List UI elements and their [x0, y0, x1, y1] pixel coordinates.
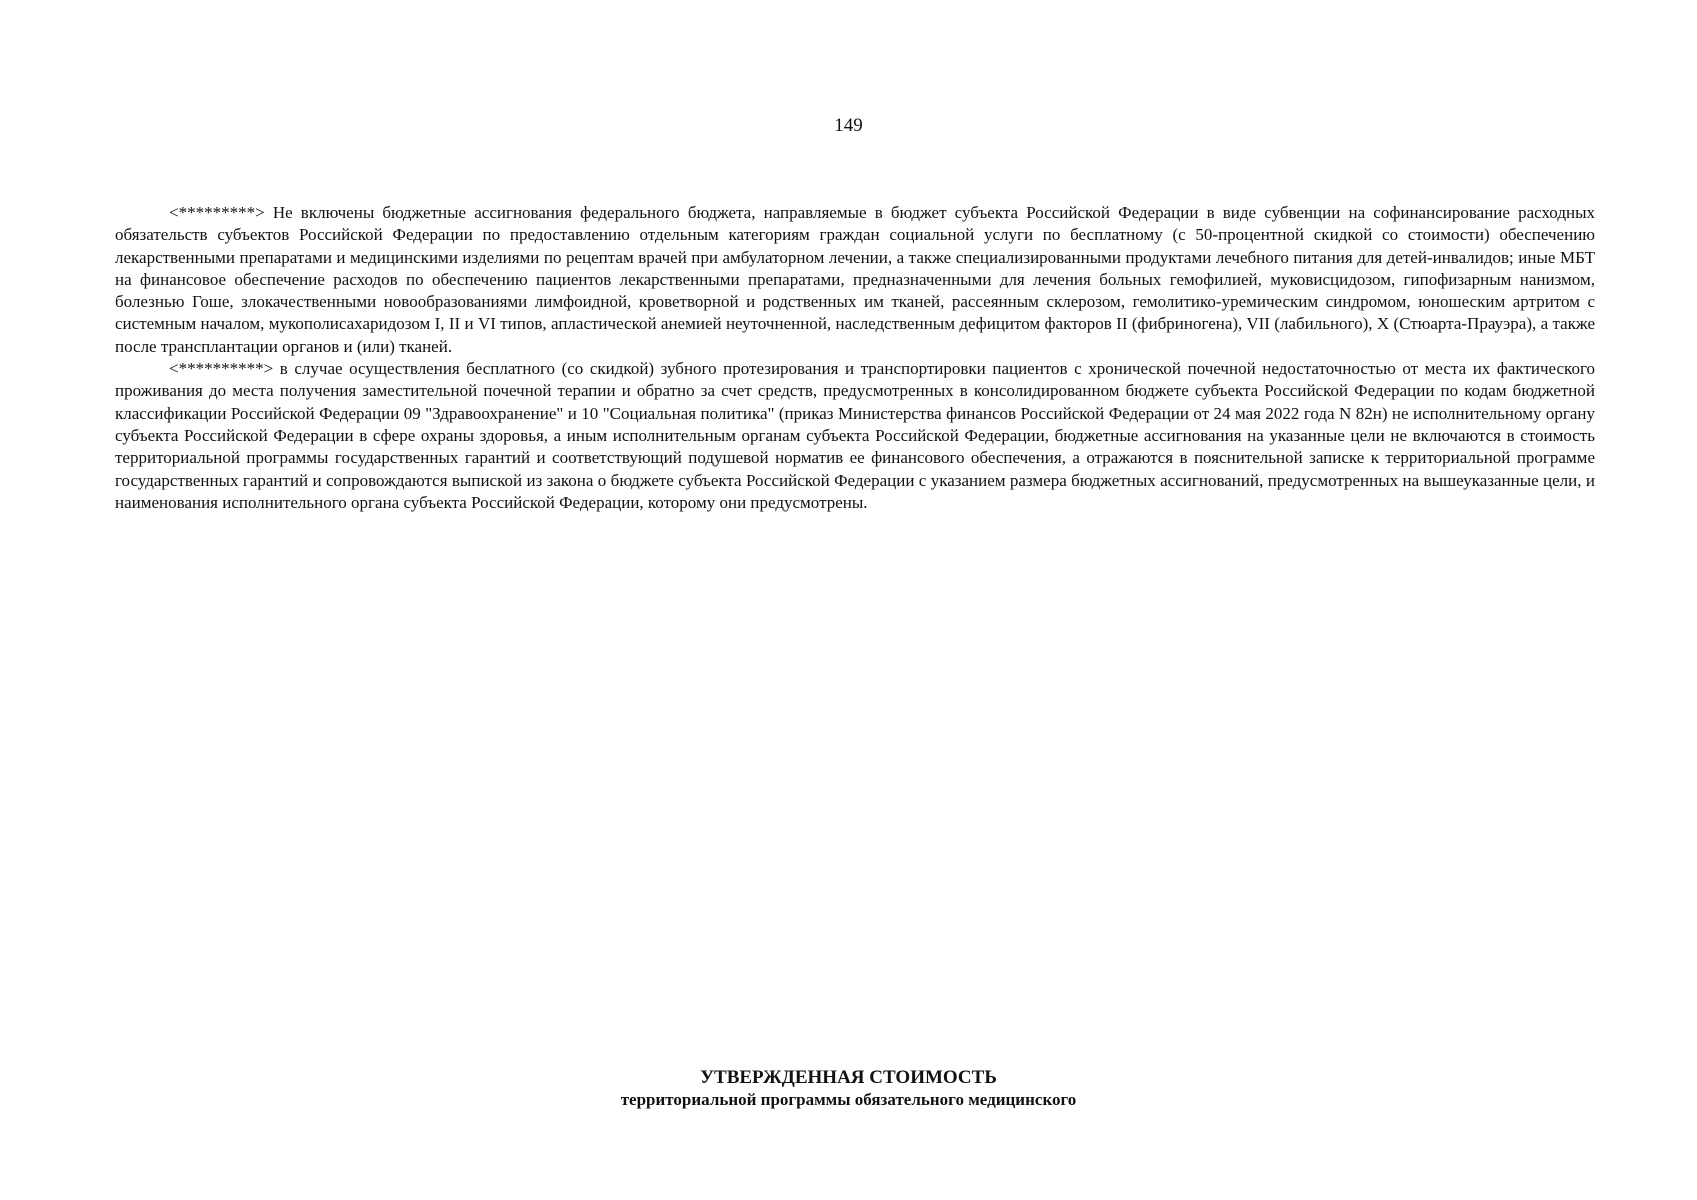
footnote-9-stars: <*********> Не включены бюджетные ассигнования федерального бюджета, направляемые в бюджет субъекта Российской Федерации в виде субвенции на софинансирование расходных обязательств субъектов Российской Федерации по предоставлению отдельным категориям граждан социальной услуги по бесплатному (с 50-процентной скидкой со стоимости) обеспечению лекарственными препаратами и медицинскими изделиями по рецептам врачей при амбулаторном лечении, а также специализированными продуктами лечебного питания для детей-инвалидов; иные МБТ на финансовое обеспечение расходов по обеспечению пациентов лекарственными препаратами, предназначенными для лечения больных гемофилией, муковисцидозом, гипофизарным нанизмом, болезнью Гоше, злокачественными новообразованиями лимфоидной, кроветворной и родственных им тканей, рассеянным склерозом, гемолитико-уремическим синдромом, юношеским артритом с системным началом, мукополисахаридозом I, II и VI типов, апластической анемией неуточненной, наследственным дефицитом факторов II (фибриногена), VII (лабильного), X (Стюарта-Прауэра), а также после трансплантации органов и (или) тканей.: [115, 203, 1595, 356]
section-subtitle: территориальной программы обязательного медицинского: [620, 1090, 1077, 1109]
section-title: УТВЕРЖДЕННАЯ СТОИМОСТЬ: [700, 1067, 997, 1088]
footnote-10-stars: <**********> в случае осуществления бесплатного (со скидкой) зубного протезирования и транспортировки пациентов с хронической почечной недостаточностью от места их фактического проживания до места получения заместительной почечной терапии и обратно за счет средств, предусмотренных в консолидированном бюджете субъекта Российской Федерации по кодам бюджетной классификации Российской Федерации 09 "Здравоохранение" и 10 "Социальная политика" (приказ Министерства финансов Российской Федерации от 24 мая 2022 года N 82н) не исполнительному органу субъекта Российской Федерации в сфере охраны здоровья, а иным исполнительным органам субъекта Российской Федерации, бюджетные ассигнования на указанные цели не включаются в стоимость территориальной программы государственных гарантий и соответствующий подушевой норматив ее финансового обеспечения, а отражаются в пояснительной записке к территориальной программе государственных гарантий и сопровождаются выпиской из закона о бюджете субъекта Российской Федерации с указанием размера бюджетных ассигнований, предусмотренных на вышеуказанные цели, и наименования исполнительного органа субъекта Российской Федерации, которому они предусмотрены.: [115, 359, 1595, 512]
page-number: 149: [834, 115, 863, 136]
section-heading: [0, 1066, 1697, 1111]
footnotes: [115, 202, 1595, 514]
